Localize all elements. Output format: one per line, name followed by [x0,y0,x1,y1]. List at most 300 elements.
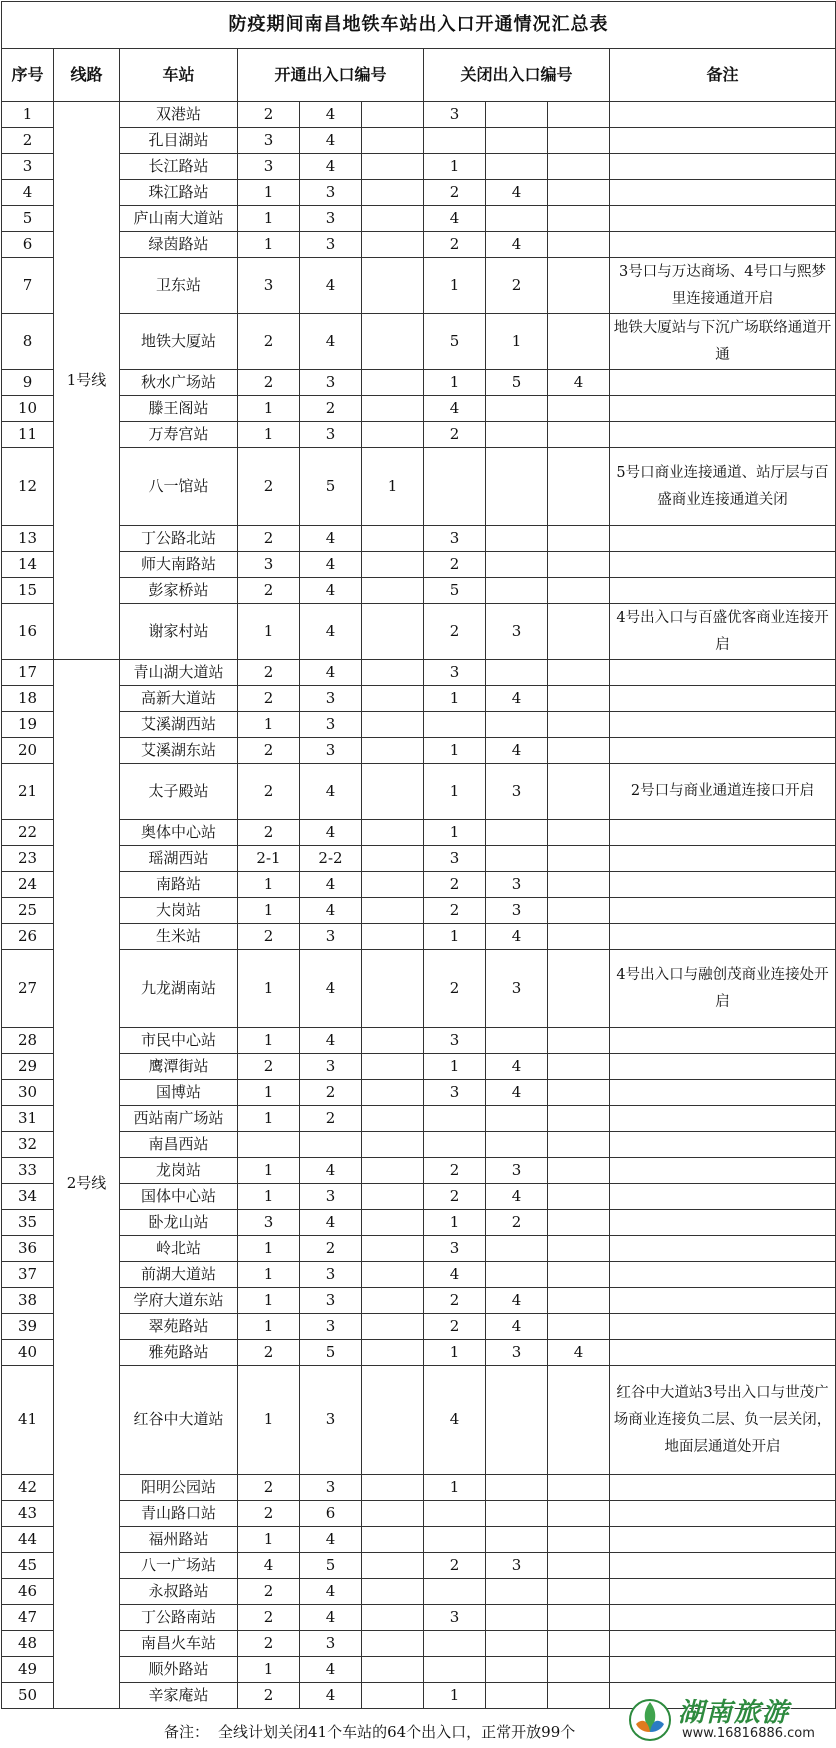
closed-entrance [548,1288,610,1314]
station-name: 阳明公园站 [120,1475,238,1501]
closed-entrance [548,1475,610,1501]
row-number: 14 [2,552,54,578]
row-number: 23 [2,846,54,872]
open-entrance: 2 [238,738,300,764]
row-number: 39 [2,1314,54,1340]
closed-entrance: 1 [424,1340,486,1366]
row-note [610,422,836,448]
closed-entrance: 2 [424,898,486,924]
row-note [610,1657,836,1683]
row-number: 4 [2,180,54,206]
closed-entrance: 1 [424,154,486,180]
open-entrance: 2 [238,314,300,370]
table-row [2,1210,836,1236]
closed-entrance: 4 [424,206,486,232]
table-row [2,604,836,660]
row-note [610,1340,836,1366]
row-number: 25 [2,898,54,924]
row-number: 50 [2,1683,54,1709]
closed-entrance [486,846,548,872]
open-entrance [362,898,424,924]
table-body [2,102,836,1709]
row-note [610,552,836,578]
table-title: 防疫期间南昌地铁车站出入口开通情况汇总表 [2,2,836,49]
open-entrance: 2 [238,102,300,128]
open-entrance: 2 [238,686,300,712]
open-entrance: 1 [238,1262,300,1288]
open-entrance [362,1158,424,1184]
open-entrance [362,1340,424,1366]
closed-entrance [486,660,548,686]
row-number: 5 [2,206,54,232]
closed-entrance [548,898,610,924]
open-entrance: 2 [238,924,300,950]
open-entrance: 3 [300,232,362,258]
row-number: 45 [2,1553,54,1579]
row-note [610,370,836,396]
open-entrance: 2 [300,396,362,422]
open-entrance: 3 [300,712,362,738]
table-row [2,872,836,898]
row-number: 8 [2,314,54,370]
closed-entrance: 3 [424,1080,486,1106]
open-entrance [300,1132,362,1158]
open-entrance [362,128,424,154]
open-entrance: 4 [300,950,362,1028]
open-entrance: 4 [300,820,362,846]
open-entrance [362,820,424,846]
open-entrance: 3 [300,206,362,232]
open-entrance [362,924,424,950]
open-entrance [362,1314,424,1340]
open-entrance [362,1605,424,1631]
table-row [2,206,836,232]
row-number: 32 [2,1132,54,1158]
closed-entrance [548,604,610,660]
closed-entrance: 4 [486,1080,548,1106]
row-note [610,102,836,128]
row-number: 30 [2,1080,54,1106]
closed-entrance: 3 [424,846,486,872]
closed-entrance: 2 [424,1184,486,1210]
closed-entrance [486,1132,548,1158]
row-number: 40 [2,1340,54,1366]
table-row [2,1184,836,1210]
closed-entrance [548,872,610,898]
row-note [610,738,836,764]
open-entrance: 4 [300,1028,362,1054]
footer-label: 备注： [164,1723,210,1741]
closed-entrance: 2 [424,552,486,578]
row-number: 26 [2,924,54,950]
row-number: 7 [2,258,54,314]
open-entrance: 2 [238,1579,300,1605]
station-name: 西站南广场站 [120,1106,238,1132]
closed-entrance [486,448,548,526]
closed-entrance [548,686,610,712]
closed-entrance [486,1579,548,1605]
open-entrance: 2 [238,370,300,396]
open-entrance: 3 [238,154,300,180]
open-entrance [362,578,424,604]
row-number: 15 [2,578,54,604]
row-note [610,1631,836,1657]
closed-entrance [548,712,610,738]
closed-entrance [548,1314,610,1340]
open-entrance [362,950,424,1028]
station-name: 岭北站 [120,1236,238,1262]
row-note [610,1210,836,1236]
open-entrance: 3 [300,924,362,950]
table-row [2,1366,836,1475]
station-name: 红谷中大道站 [120,1366,238,1475]
open-entrance: 1 [238,1158,300,1184]
closed-entrance [424,448,486,526]
open-entrance [362,314,424,370]
closed-entrance [486,1605,548,1631]
row-note [610,660,836,686]
footer-text: 全线计划关闭41个车站的64个出入口，正常开放99个 [218,1723,576,1741]
table-row [2,154,836,180]
row-number: 17 [2,660,54,686]
closed-entrance [424,1501,486,1527]
closed-entrance: 3 [424,1605,486,1631]
closed-entrance [424,1657,486,1683]
station-name: 长江路站 [120,154,238,180]
station-name: 翠苑路站 [120,1314,238,1340]
closed-entrance: 4 [486,1054,548,1080]
open-entrance: 6 [300,1501,362,1527]
open-entrance: 4 [300,1527,362,1553]
open-entrance [362,1553,424,1579]
table-row [2,552,836,578]
row-note [610,1314,836,1340]
open-entrance: 1 [238,396,300,422]
open-entrance [362,764,424,820]
closed-entrance [548,1106,610,1132]
row-number: 43 [2,1501,54,1527]
open-entrance: 1 [238,1366,300,1475]
row-number: 28 [2,1028,54,1054]
station-name: 卫东站 [120,258,238,314]
open-entrance [362,1288,424,1314]
table-row [2,846,836,872]
row-note: 5号口商业连接通道、站厅层与百盛商业连接通道关闭 [610,448,836,526]
open-entrance: 3 [300,1631,362,1657]
open-entrance: 3 [300,1475,362,1501]
open-entrance [362,712,424,738]
closed-entrance [424,128,486,154]
table-row [2,1158,836,1184]
table-row [2,1657,836,1683]
row-note [610,154,836,180]
closed-entrance [548,180,610,206]
closed-entrance: 3 [486,1158,548,1184]
closed-entrance [548,232,610,258]
open-entrance: 2 [238,1054,300,1080]
open-entrance: 2 [238,1605,300,1631]
station-name: 福州路站 [120,1527,238,1553]
station-name: 双港站 [120,102,238,128]
open-entrance: 4 [300,552,362,578]
closed-entrance [486,1501,548,1527]
row-note [610,872,836,898]
station-name: 市民中心站 [120,1028,238,1054]
open-entrance: 4 [300,154,362,180]
table-row [2,1054,836,1080]
row-number: 12 [2,448,54,526]
open-entrance [362,1657,424,1683]
open-entrance [362,206,424,232]
closed-entrance [548,448,610,526]
table-row [2,370,836,396]
watermark-name: 湖南旅游 [678,1698,791,1728]
closed-entrance: 4 [548,1340,610,1366]
table-row [2,738,836,764]
open-entrance: 4 [300,872,362,898]
station-name: 前湖大道站 [120,1262,238,1288]
row-note [610,1132,836,1158]
open-entrance: 1 [238,872,300,898]
open-entrance: 1 [238,1236,300,1262]
station-name: 滕王阁站 [120,396,238,422]
table-row [2,950,836,1028]
closed-entrance [486,206,548,232]
open-entrance [362,232,424,258]
closed-entrance [548,1184,610,1210]
open-entrance [362,526,424,552]
row-number: 13 [2,526,54,552]
row-note [610,1475,836,1501]
open-entrance: 2 [238,526,300,552]
open-entrance [362,1132,424,1158]
closed-entrance [486,1631,548,1657]
closed-entrance [548,820,610,846]
row-note [610,686,836,712]
row-number: 29 [2,1054,54,1080]
table-row [2,448,836,526]
row-number: 41 [2,1366,54,1475]
open-entrance: 4 [300,526,362,552]
open-entrance: 5 [300,448,362,526]
open-entrance [362,1054,424,1080]
row-number: 11 [2,422,54,448]
closed-entrance [548,660,610,686]
open-entrance: 2 [238,1340,300,1366]
row-note [610,1262,836,1288]
open-entrance [362,1028,424,1054]
open-entrance [362,872,424,898]
closed-entrance: 5 [486,370,548,396]
open-entrance: 4 [300,314,362,370]
open-entrance: 5 [300,1340,362,1366]
station-name: 顺外路站 [120,1657,238,1683]
open-entrance [362,180,424,206]
row-number: 33 [2,1158,54,1184]
closed-entrance: 4 [424,1366,486,1475]
open-entrance: 1 [238,950,300,1028]
table-row [2,660,836,686]
closed-entrance [486,128,548,154]
row-note: 红谷中大道站3号出入口与世茂广场商业连接负二层、负一层关闭，地面层通道处开启 [610,1366,836,1475]
closed-entrance [486,1657,548,1683]
row-note [610,1054,836,1080]
closed-entrance [548,1366,610,1475]
open-entrance: 4 [300,578,362,604]
open-entrance: 3 [238,258,300,314]
table-row [2,898,836,924]
open-entrance: 3 [300,738,362,764]
open-entrance [362,1262,424,1288]
closed-entrance [548,1657,610,1683]
closed-entrance [486,1527,548,1553]
row-note [610,1553,836,1579]
closed-entrance [486,1475,548,1501]
closed-entrance [486,396,548,422]
row-number: 2 [2,128,54,154]
row-note [610,232,836,258]
open-entrance: 1 [238,180,300,206]
open-entrance: 1 [238,712,300,738]
row-note [610,1106,836,1132]
row-note [610,846,836,872]
open-entrance [362,552,424,578]
closed-entrance [548,1262,610,1288]
closed-entrance [548,154,610,180]
station-name: 青山湖大道站 [120,660,238,686]
closed-entrance [548,128,610,154]
open-entrance: 3 [300,1314,362,1340]
table-row [2,924,836,950]
station-name: 谢家村站 [120,604,238,660]
table-row [2,1475,836,1501]
open-entrance [362,102,424,128]
open-entrance: 3 [238,552,300,578]
station-name: 青山路口站 [120,1501,238,1527]
closed-entrance [486,1366,548,1475]
open-entrance: 3 [300,1262,362,1288]
open-entrance [362,1184,424,1210]
closed-entrance [486,820,548,846]
open-entrance [362,1106,424,1132]
row-number: 10 [2,396,54,422]
closed-entrance: 2 [424,1288,486,1314]
closed-entrance [486,1683,548,1709]
closed-entrance: 4 [424,1262,486,1288]
table-row [2,1553,836,1579]
open-entrance: 3 [300,370,362,396]
row-number: 1 [2,102,54,128]
closed-entrance: 3 [424,660,486,686]
station-name: 庐山南大道站 [120,206,238,232]
closed-entrance [486,552,548,578]
closed-entrance [548,1605,610,1631]
closed-entrance: 4 [486,1314,548,1340]
station-name: 生米站 [120,924,238,950]
row-note [610,1028,836,1054]
row-note [610,396,836,422]
station-name: 地铁大厦站 [120,314,238,370]
closed-entrance [486,1262,548,1288]
open-entrance: 4 [300,660,362,686]
table-row [2,686,836,712]
row-note [610,1605,836,1631]
closed-entrance: 2 [424,872,486,898]
station-name: 奥体中心站 [120,820,238,846]
row-number: 49 [2,1657,54,1683]
closed-entrance [548,1683,610,1709]
open-entrance: 2 [238,1501,300,1527]
line-cell-line1: 1号线 [54,102,120,660]
closed-entrance [548,206,610,232]
row-note [610,1158,836,1184]
closed-entrance: 4 [486,180,548,206]
closed-entrance: 4 [486,686,548,712]
station-name: 学府大道东站 [120,1288,238,1314]
row-number: 24 [2,872,54,898]
open-entrance: 4 [300,1683,362,1709]
closed-entrance: 3 [424,526,486,552]
row-number: 31 [2,1106,54,1132]
closed-entrance [548,1579,610,1605]
closed-entrance: 2 [424,180,486,206]
closed-entrance [424,1106,486,1132]
row-number: 38 [2,1288,54,1314]
closed-entrance: 1 [424,738,486,764]
closed-entrance: 1 [424,1683,486,1709]
entrance-summary-table [1,1,836,1709]
watermark-logo-icon [626,1694,674,1742]
open-entrance [362,1236,424,1262]
open-entrance [362,258,424,314]
closed-entrance [548,258,610,314]
station-name: 珠江路站 [120,180,238,206]
open-entrance: 3 [300,1054,362,1080]
open-entrance [362,1475,424,1501]
open-entrance [362,396,424,422]
table-row [2,1080,836,1106]
closed-entrance: 4 [548,370,610,396]
open-entrance: 4 [300,1158,362,1184]
row-note [610,820,836,846]
closed-entrance: 5 [424,578,486,604]
closed-entrance: 1 [424,1210,486,1236]
closed-entrance [548,1236,610,1262]
closed-entrance [424,1631,486,1657]
closed-entrance: 2 [424,1553,486,1579]
open-entrance [362,1210,424,1236]
station-name: 孔目湖站 [120,128,238,154]
table-row [2,1501,836,1527]
station-name: 雅苑路站 [120,1340,238,1366]
closed-entrance [548,738,610,764]
table-row [2,1631,836,1657]
open-entrance: 2 [238,448,300,526]
open-entrance [362,738,424,764]
closed-entrance [548,1501,610,1527]
table-row [2,820,836,846]
station-name: 丁公路南站 [120,1605,238,1631]
row-number: 16 [2,604,54,660]
row-note [610,128,836,154]
row-number: 37 [2,1262,54,1288]
open-entrance: 4 [300,604,362,660]
row-note [610,924,836,950]
row-number: 20 [2,738,54,764]
open-entrance [362,1631,424,1657]
open-entrance: 1 [238,898,300,924]
station-name: 南路站 [120,872,238,898]
